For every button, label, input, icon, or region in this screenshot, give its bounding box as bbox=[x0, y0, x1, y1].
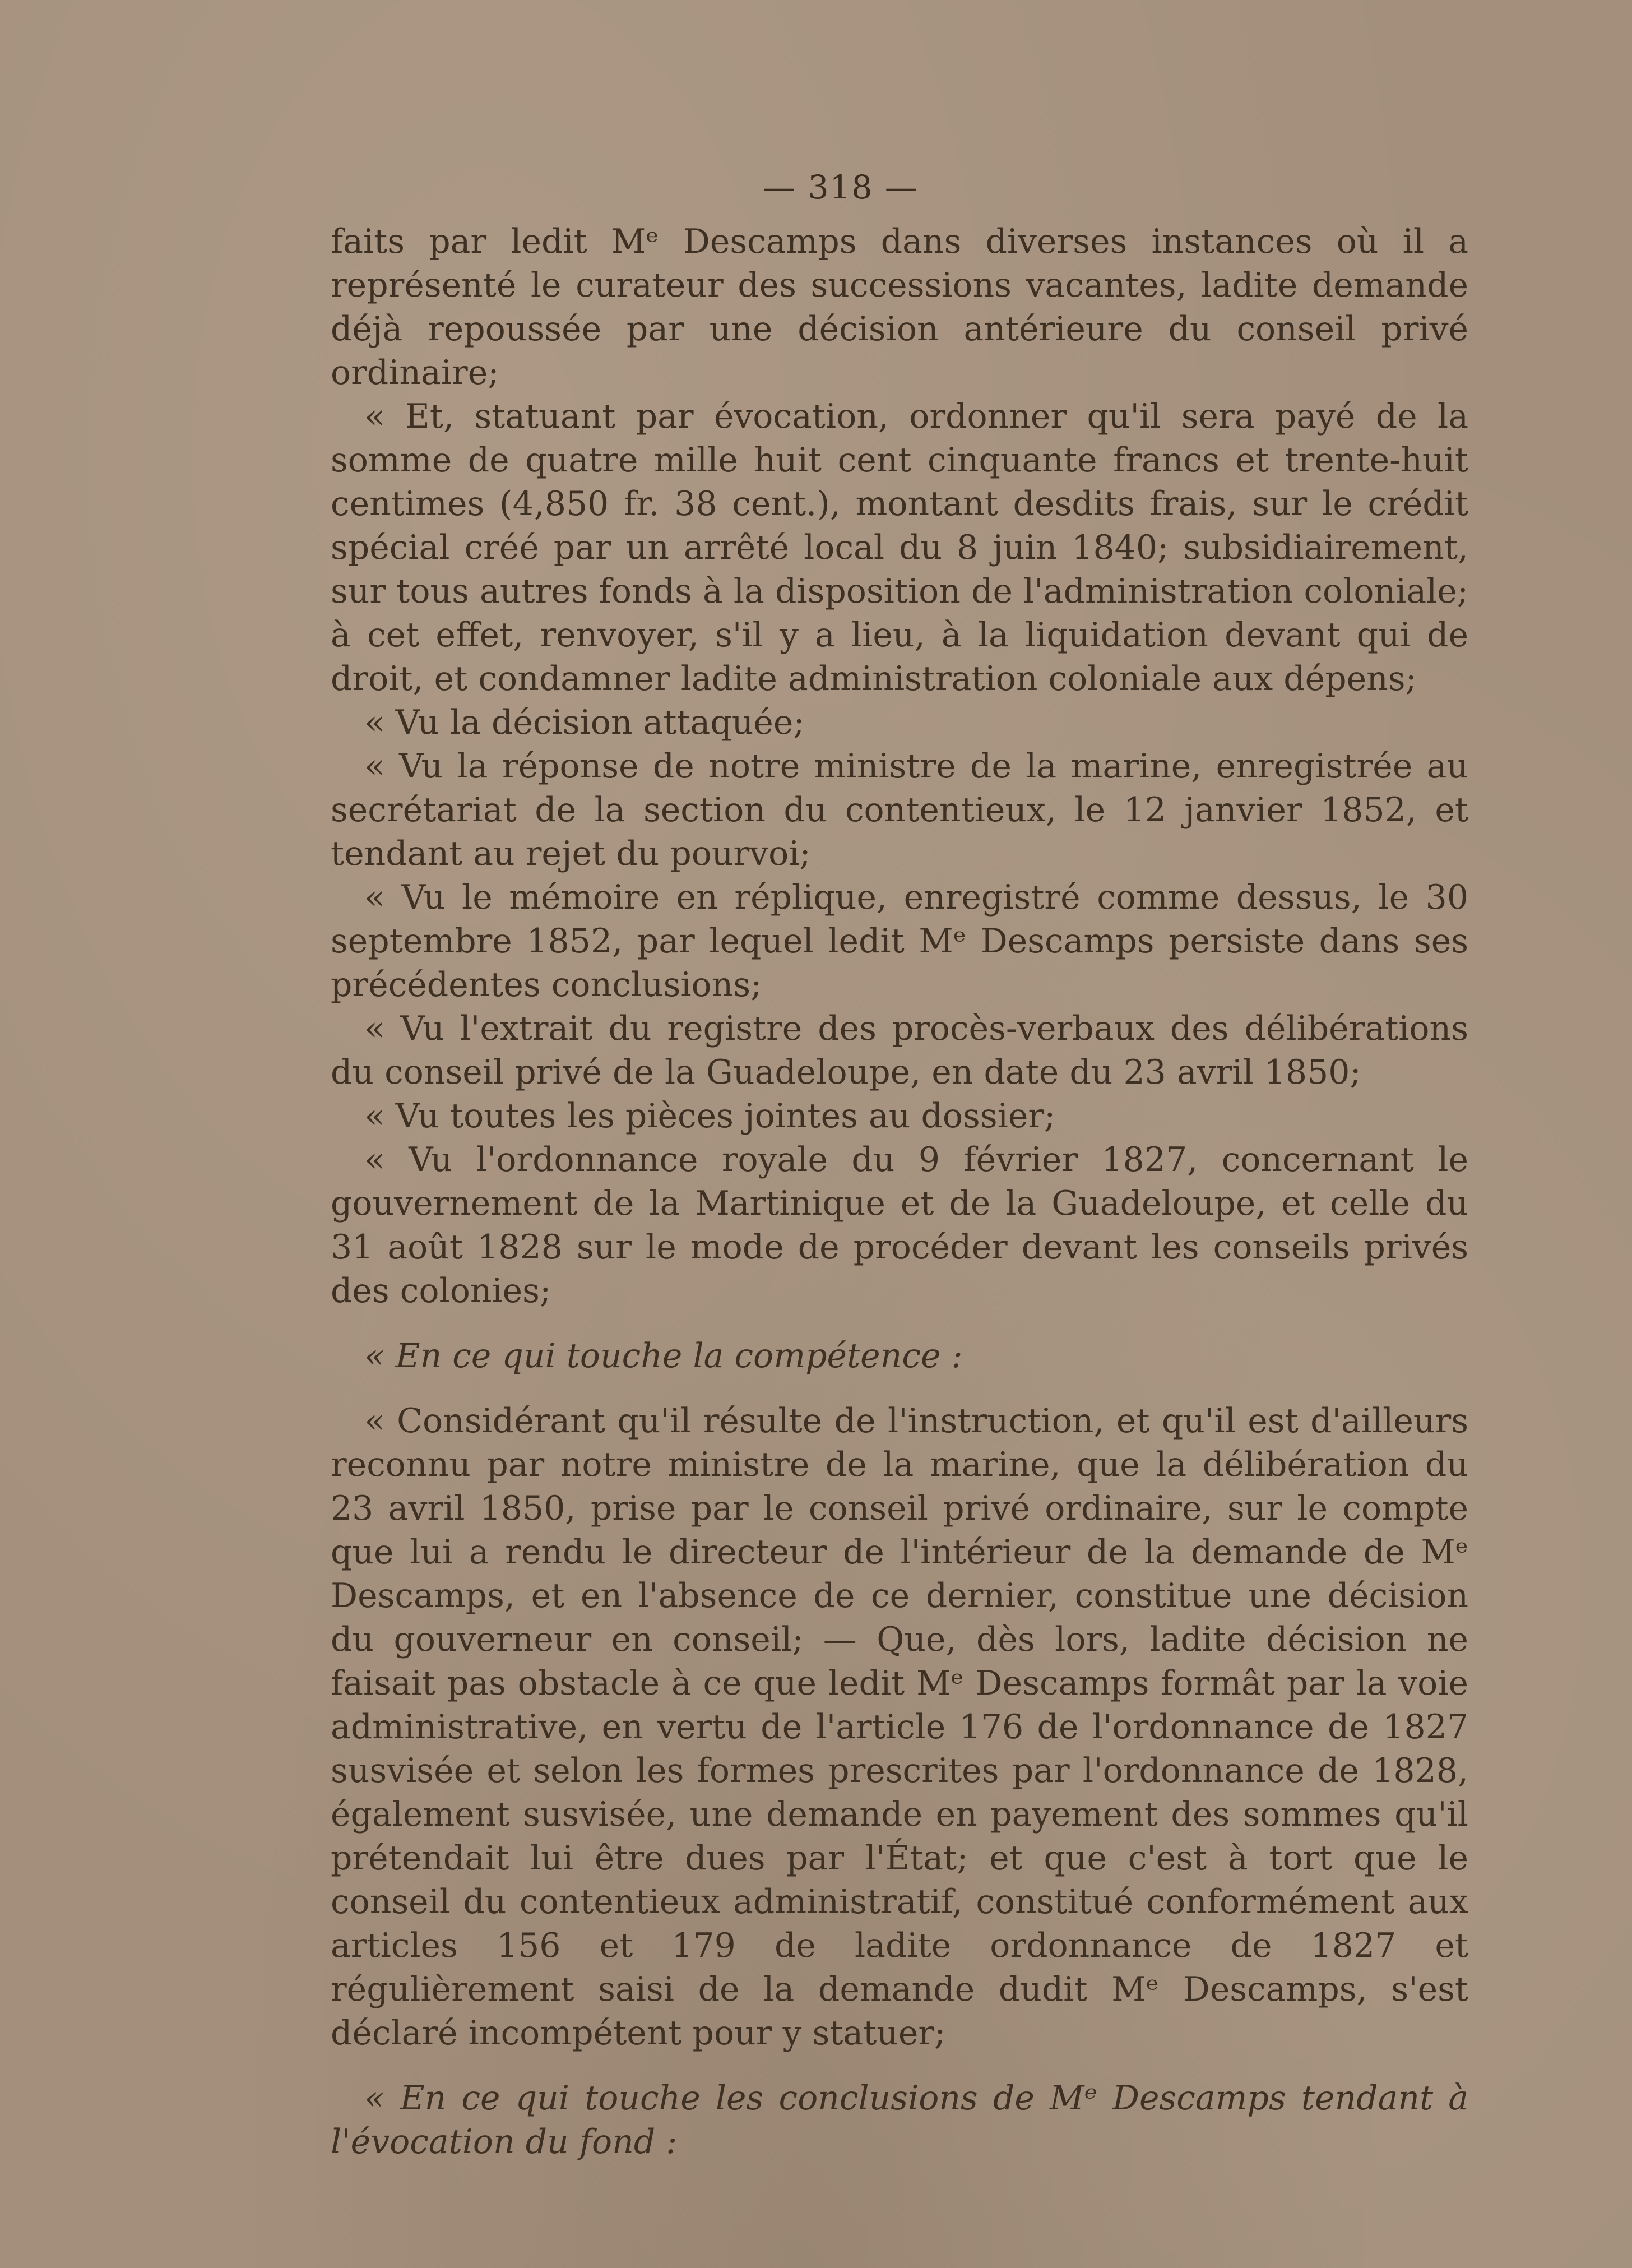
paragraph-vu-memoire: « Vu le mémoire en réplique, enregistré comme dessus, le 30 septembre 1852, par lequel ledit Mᵉ Descamps persiste dans ses précédentes conclusions; bbox=[331, 878, 1468, 1005]
paragraph-continuation: faits par ledit Mᵉ Descamps dans diverses instances où il a représenté le curateur des successions vacantes, ladite demande déjà repoussée par une décision antérieure du conseil privé ordinaire; bbox=[331, 222, 1468, 392]
paragraph-considerant: « Considérant qu'il résulte de l'instruction, et qu'il est d'ailleurs reconnu par notre ministre de la marine, que la délibération du 23 avril 1850, prise par le conseil privé ordinaire, sur le compte que lui a rendu le directeur de l'intérieur de la demande de Mᵉ Descamps, et en l'absence de ce dernier, constitue une décision du gouverneur en conseil; — Que, dès lors, ladite décision ne faisait pas obstacle à ce que ledit Mᵉ Descamps formât par la voie administrative, en vertu de l'article 176 de l'ordonnance de 1827 susvisée et selon les formes prescrites par l'ordonnance de 1828, également susvisée, une demande en payement des sommes qu'il prétendait lui être dues par l'État; et que c'est à tort que le conseil du contentieux administratif, constitué conformément aux articles 156 et 179 de ladite ordonnance de 1827 et régulièrement saisi de la demande dudit Mᵉ Descamps, s'est déclaré incompétent pour y statuer; bbox=[331, 1401, 1468, 2053]
paragraph-vu-reponse: « Vu la réponse de notre ministre de la marine, enregistrée au secrétariat de la section du contentieux, le 12 janvier 1852, et tendant au rejet du pourvoi; bbox=[331, 747, 1468, 873]
page-number: — 318 — bbox=[763, 168, 919, 206]
paragraph-vu-ordonnance: « Vu l'ordonnance royale du 9 février 1827, concernant le gouvernement de la Martinique et de la Guadeloupe, et celle du 31 août 1828 sur le mode de procéder devant les conseils privés des colonies; bbox=[331, 1140, 1468, 1311]
paragraph-evocation-request: « Et, statuant par évocation, ordonner qu'il sera payé de la somme de quatre mille huit cent cinquante francs et trente-huit centimes (4,850 fr. 38 cent.), montant desdits frais, sur le crédit spécial créé par un arrêté local du 8 juin 1840; subsidiairement, sur tous autres fonds à la disposition de l'administration coloniale; à cet effet, renvoyer, s'il y a lieu, à la liquidation devant qui de droit, et condamner ladite administration coloniale aux dépens; bbox=[331, 397, 1468, 698]
paragraph-vu-extrait: « Vu l'extrait du registre des procès-verbaux des délibérations du conseil privé de la Guadeloupe, en date du 23 avril 1850; bbox=[331, 1009, 1468, 1092]
paragraph-vu-pieces: « Vu toutes les pièces jointes au dossier; bbox=[364, 1096, 1056, 1136]
heading-evocation-fond: « En ce qui touche les conclusions de Mᵉ Descamps tendant à l'évocation du fond : bbox=[331, 2079, 1468, 2161]
body-text bbox=[331, 220, 1468, 2164]
paragraph-vu-decision: « Vu la décision attaquée; bbox=[364, 703, 805, 742]
heading-competence: « En ce qui touche la compétence : bbox=[364, 1336, 963, 1376]
